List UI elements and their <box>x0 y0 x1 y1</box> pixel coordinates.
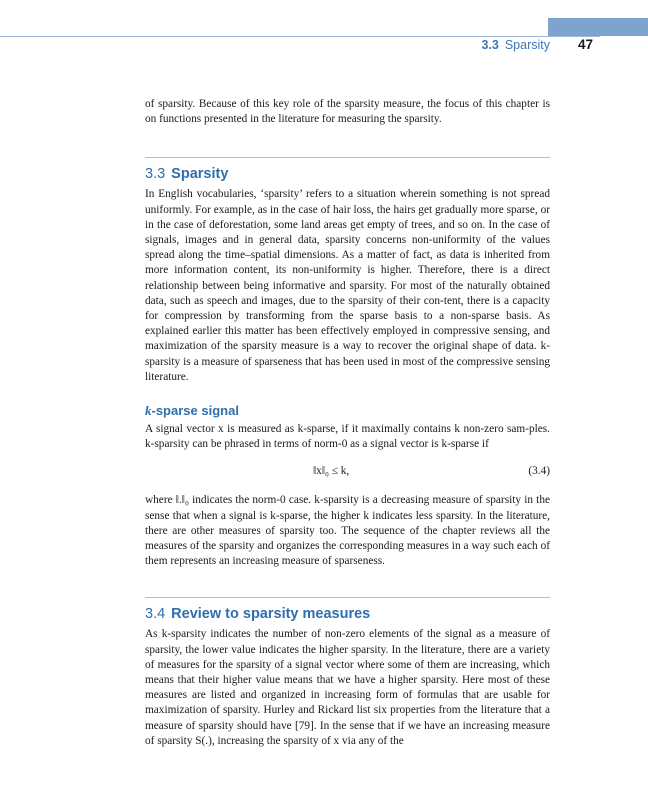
section-heading-review <box>145 606 550 622</box>
section-rule <box>145 597 550 598</box>
section-number: 3.3 <box>145 166 166 183</box>
page-body <box>145 97 550 749</box>
section-title: Sparsity <box>171 166 229 183</box>
running-head-section-number: 3.3 <box>481 38 499 52</box>
ksparse-paragraph-1: A signal vector x is measured as k-sparse, if it maximally contains k non-zero sam-ples. k-sparsity can be phrased in terms of norm-0 as a signal vector is k-sparse if <box>145 423 550 451</box>
header-accent-bar <box>548 18 648 36</box>
review-paragraph: As k-sparsity indicates the number of non-zero elements of the signal as a measure of sparsity, the lower value indicates the higher sparsity. In the literature, there are a variety of measures for the sparsity of a signal vector where some of them are increasing, which means that their higher value means that we have a higher sparsity. Here most of these measures are listed and organized in increasing form of formulas that are usable for maximization of sparsity. Hurley and Rickard list six properties from the literature that a measure of sparsity should have [79]. In the sense that if we have an increasing measure of sparsity S(.), increasing the sparsity of x via any of the <box>145 628 550 747</box>
equation-expression: ‖x‖₀ ≤ k, <box>313 465 350 478</box>
running-head <box>481 38 550 52</box>
sparsity-paragraph: In English vocabularies, ‘sparsity’ refers to a situation wherein something is not spread uniformly. For example, as in the case of hair loss, the hairs get gradually more sparse, or in the case of deforestation, some land areas get empty of trees, and so on. In the case of signals, images and in general data, sparsity concerns non-uniformity of the values spread along the time–spatial dimensions. As a matter of fact, as data is inherited from more information content, its non-uniformity is higher. Therefore, there is a direct relationship between being informative and sparsity. For most of the naturally obtained data, such as speech and images, due to the sparsity of their con-tent, there is a capacity for compression by transforming from the sparse basis to a non-sparse basis. As explained earlier this matter has been effectively employed in compressive sensing, and maximization of the sparsity measure is a way to recover the original shape of data. k-sparsity is a measure of sparseness that has been used in most of the compressive sensing literature. <box>145 188 550 383</box>
running-head-section-title: Sparsity <box>504 38 550 52</box>
intro-paragraph: of sparsity. Because of this key role of the sparsity measure, the focus of this chapter is on functions presented in the literature for measuring the sparsity. <box>145 98 550 126</box>
section-rule <box>145 157 550 158</box>
subsection-heading-ksparse <box>145 403 550 419</box>
subsection-title-text: -sparse signal <box>151 403 239 419</box>
section-number: 3.4 <box>145 606 166 623</box>
equation-number: (3.4) <box>528 465 550 478</box>
equation-3-4 <box>145 465 550 480</box>
header-rule <box>0 36 600 37</box>
section-heading-sparsity <box>145 166 550 182</box>
page-number: 47 <box>578 37 594 52</box>
section-title: Review to sparsity measures <box>171 606 371 623</box>
ksparse-paragraph-2: where ‖.‖₀ indicates the norm-0 case. k-sparsity is a decreasing measure of sparsity in the sense that when a signal is k-sparse, the higher k indicates less sparsity. In the literature, there are other measures of sparsity too. The sequence of the chapter reviews all the measures of the sparsity and organizes the corresponding measures in a way such each of them represents an increasing measure of sparseness. <box>145 494 550 568</box>
subsection-title-variable: k <box>145 403 152 419</box>
